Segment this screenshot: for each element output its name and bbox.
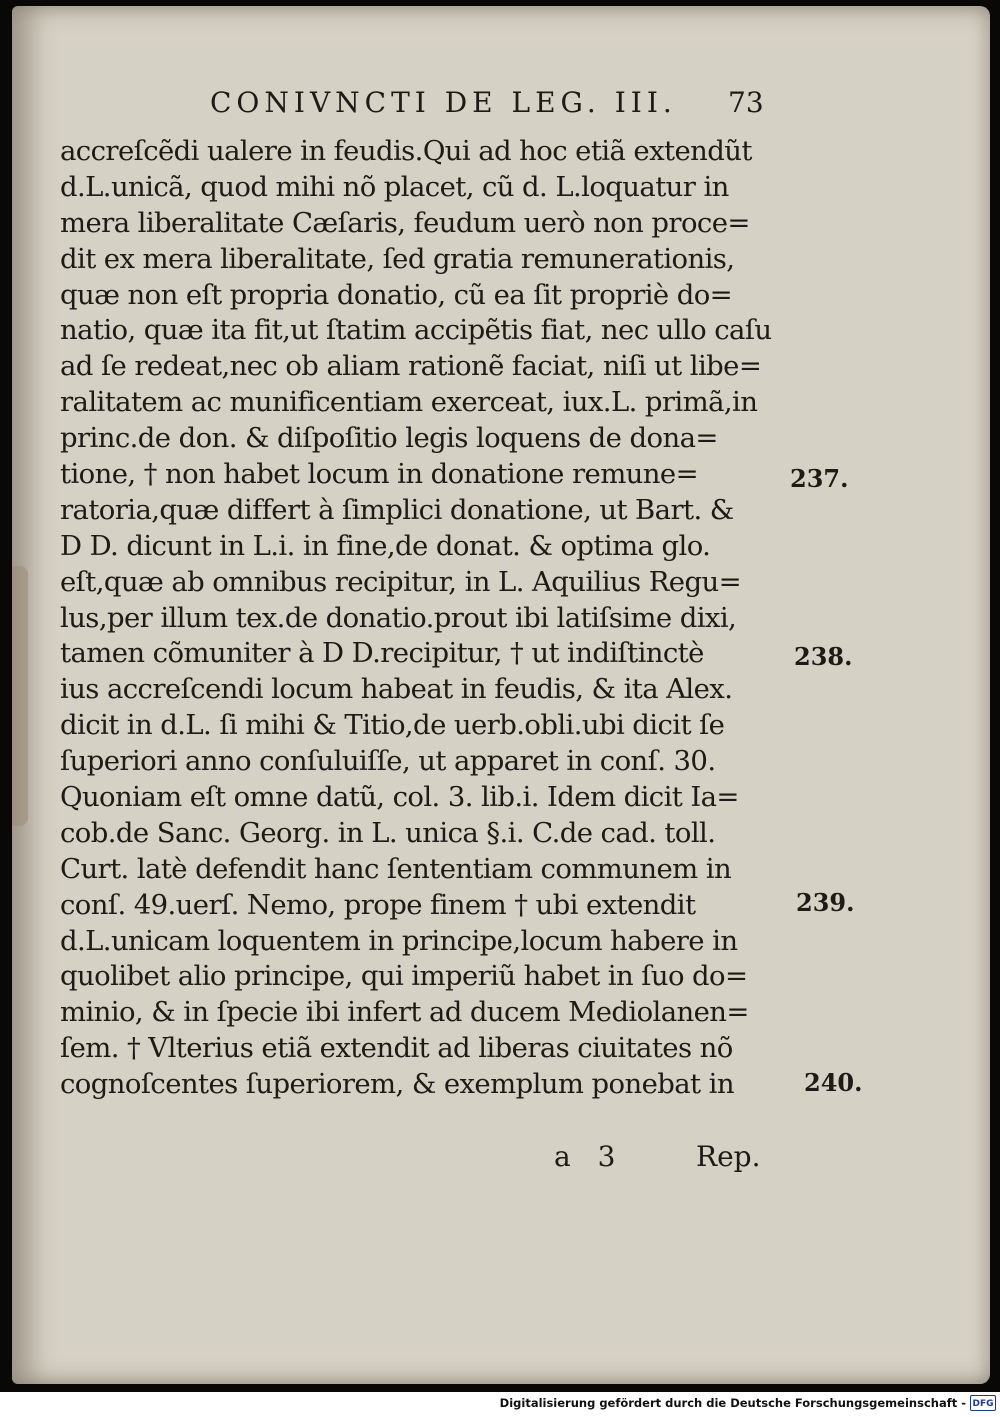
text-line: ad ſe redeat,nec ob aliam rationẽ faciat, niſi ut libe=	[60, 350, 762, 383]
text-line: lus,per illum tex.de donatio.prout ibi latiſsime dixi,	[60, 601, 737, 634]
text-line: tione, † non habet locum in donatione remune=	[60, 458, 699, 491]
signature-mark: a 3	[554, 1140, 616, 1173]
marginal-number-237: 237.	[790, 464, 849, 493]
text-line: eſt,quæ ab omnibus recipitur, in L. Aquilius Regu=	[60, 565, 742, 598]
catchword: Rep.	[696, 1140, 761, 1173]
text-line: tamen cõmuniter à D D.recipitur, † ut indiſtinctè	[60, 637, 704, 670]
page-number: 73	[728, 86, 764, 119]
funding-notice: Digitalisierung gefördert durch die Deutsche Forschungsgemeinschaft -	[499, 1396, 966, 1410]
text-line: accreſcẽdi ualere in feudis.Qui ad hoc etiã extendũt	[60, 135, 752, 167]
text-line: conſ. 49.uerſ. Nemo, prope finem † ubi extendit	[60, 888, 696, 921]
text-line: mera liberalitate Cæſaris, feudum uerò non proce=	[60, 206, 750, 239]
marginal-number-239: 239.	[796, 888, 855, 917]
text-line: d.L.unicam loquentem in principe,locum habere in	[60, 924, 738, 957]
text-line: Quoniam eſt omne datũ, col. 3. lib.i. Idem dicit Ia=	[60, 781, 739, 814]
dfg-logo-icon: DFG	[970, 1395, 996, 1411]
text-line: ſuperiori anno conſuluiſſe, ut apparet in conſ. 30.	[60, 745, 716, 778]
book-page	[12, 6, 990, 1384]
text-line: cob.de Sanc. Georg. in L. unica §.i. C.de cad. toll.	[60, 816, 716, 849]
text-line: quolibet alio principe, qui imperiũ habet in ſuo do=	[60, 960, 748, 993]
marginal-number-238: 238.	[794, 642, 853, 671]
text-line: D D. dicunt in L.i. in fine,de donat. & optima glo.	[60, 529, 711, 562]
footer-bar	[0, 1392, 1000, 1417]
text-line: Curt. latè defendit hanc ſententiam communem in	[60, 852, 732, 885]
text-line: ius accreſcendi locum habeat in feudis, & ita Alex.	[60, 673, 733, 706]
body-text	[60, 134, 780, 1103]
text-line: dicit in d.L. ſi mihi & Titio,de uerb.obli.ubi dicit ſe	[60, 709, 725, 742]
text-line: ratoria,quæ differt à ſimplici donatione, ut Bart. &	[60, 493, 734, 526]
text-line: quæ non eſt propria donatio, cũ ea ſit propriè do=	[60, 278, 733, 311]
text-line: ſem. † Vlterius etiã extendit ad liberas ciuitates nõ	[60, 1032, 733, 1065]
text-line: princ.de don. & diſpoſitio legis loquens de dona=	[60, 422, 718, 455]
running-head: CONIVNCTI DE LEG. III.	[210, 86, 677, 119]
text-line: ralitatem ac munificentiam exerceat, iux.L. primã,in	[60, 386, 758, 419]
text-line: minio, & in ſpecie ibi infert ad ducem Mediolanen=	[60, 996, 749, 1029]
marginal-number-240: 240.	[804, 1068, 863, 1097]
page-edge-stain	[12, 566, 28, 826]
text-line: cognoſcentes ſuperiorem, & exemplum ponebat in	[60, 1068, 734, 1101]
text-line: dit ex mera liberalitate, ſed gratia remunerationis,	[60, 242, 735, 275]
text-line: natio, quæ ita fit,ut ſtatim accipẽtis fiat, nec ullo caſu	[60, 314, 772, 347]
text-line: d.L.unicã, quod mihi nõ placet, cũ d. L.loquatur in	[60, 170, 729, 203]
